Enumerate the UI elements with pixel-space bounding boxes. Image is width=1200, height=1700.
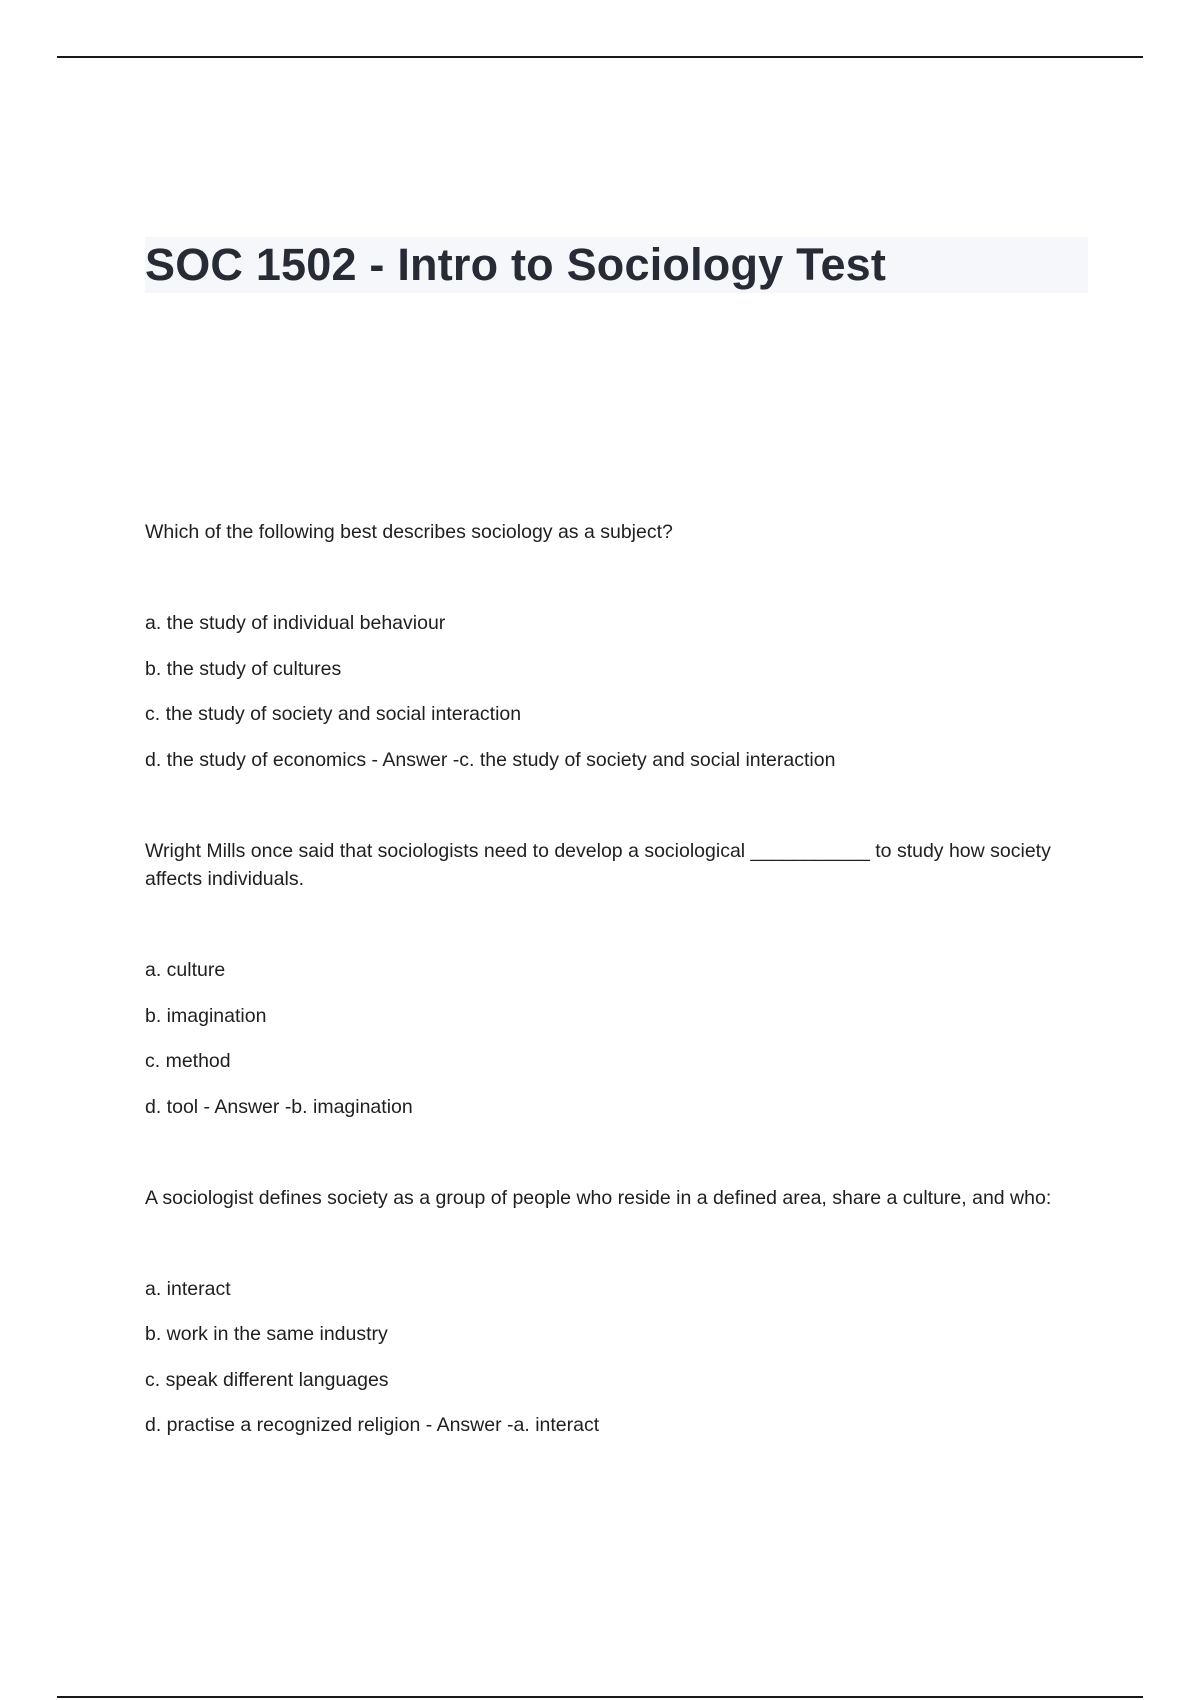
question-2-option-a: a. culture xyxy=(145,959,226,981)
question-2-option-c: c. method xyxy=(145,1050,231,1072)
header-rule xyxy=(57,56,1143,58)
document-title: SOC 1502 - Intro to Sociology Test xyxy=(145,239,887,290)
question-1-option-c: c. the study of society and social interaction xyxy=(145,703,522,725)
question-2-option-d-answer: d. tool - Answer -b. imagination xyxy=(145,1096,413,1118)
title-banner xyxy=(145,237,1088,293)
question-3-option-c: c. speak different languages xyxy=(145,1369,389,1391)
question-2-prompt: Wright Mills once said that sociologists need to develop a sociological ___________ to study how society affects individuals. xyxy=(145,840,1051,890)
question-3-option-d-answer: d. practise a recognized religion - Answer -a. interact xyxy=(145,1414,600,1436)
question-1-option-a: a. the study of individual behaviour xyxy=(145,612,446,634)
question-2-option-b: b. imagination xyxy=(145,1005,267,1027)
question-1-option-b: b. the study of cultures xyxy=(145,658,342,680)
question-1-option-d-answer: d. the study of economics - Answer -c. the study of society and social interaction xyxy=(145,749,836,771)
question-3-option-a: a. interact xyxy=(145,1278,231,1300)
question-1-prompt: Which of the following best describes sociology as a subject? xyxy=(145,521,673,543)
question-3-option-b: b. work in the same industry xyxy=(145,1323,388,1345)
question-3-prompt: A sociologist defines society as a group of people who reside in a defined area, share a culture, and who: xyxy=(145,1187,1052,1209)
footer-rule xyxy=(57,1696,1143,1698)
